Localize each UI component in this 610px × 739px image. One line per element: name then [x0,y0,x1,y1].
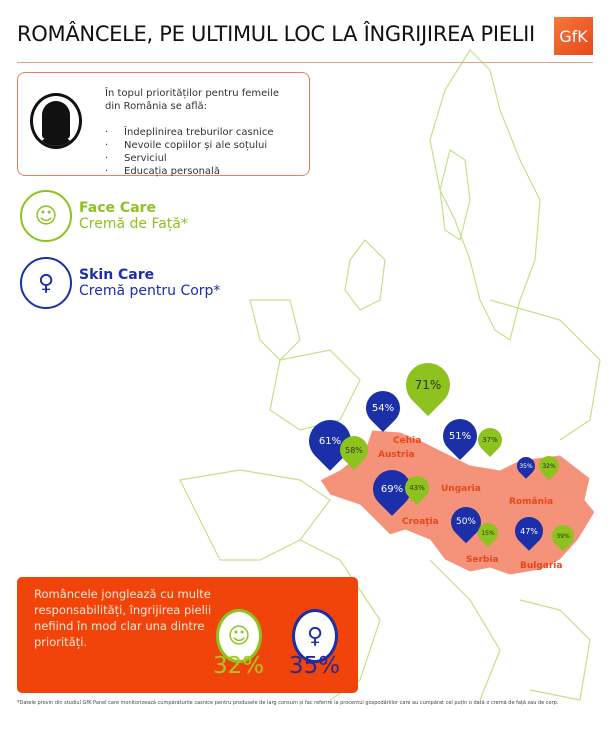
gfk-logo: GfK [554,17,593,55]
legend-face-care [20,190,188,242]
skin-pin-bulgaria: 47% [509,511,549,551]
face-pin-ungaria: 37% [473,423,507,457]
country-label-cehia: Cehia [393,436,422,446]
footnote: *Datele provin din studiul GfK Panel care monitorizează cumpărăturile casnice pentru produsele de larg consum și fac referire la procentul gospodăriilor care au cumpărat cel puțin o dată o cremă de față sau de corp. [17,700,559,706]
legend-title: Skin Care [79,267,155,283]
legend-title: Face Care [79,200,156,216]
skin-care-value: 35% [289,653,341,679]
skin-pin-romania: 35% [513,453,538,478]
body-woman-icon: ♀ [20,257,72,309]
face-pin-cehia: 71% [397,354,459,416]
divider [17,62,593,63]
country-label-croatia: Croația [402,517,439,527]
country-label-bulgaria: Bulgaria [520,561,563,571]
country-label-austria: Austria [378,450,415,460]
skin-pin-austria: 61% [300,411,359,470]
country-label-romania: România [509,497,554,507]
woman-avatar-icon [30,93,82,149]
face-care-value: 32% [213,653,265,679]
list-item: · Nevoile copiilor și ale soțului [105,139,285,152]
face-pin-austria: 58% [334,430,374,470]
page-title: ROMÂNCELE, PE ULTIMUL LOC LA ÎNGRIJIREA PIELII [17,22,535,46]
skin-pin-croatia: 69% [365,462,419,516]
list-item: · Îndeplinirea treburilor casnice [105,126,285,139]
country-label-serbia: Serbia [466,555,499,565]
skin-pin-ungaria: 51% [436,412,484,460]
skin-pin-serbia: 50% [445,501,487,543]
legend-subtitle: Cremă de Față* [79,216,188,232]
legend-subtitle: Cremă pentru Corp* [79,283,221,299]
skin-pin-cehia: 54% [359,384,407,432]
list-item: · Serviciul [105,152,285,165]
summary-panel [17,577,358,693]
face-woman-icon: ☺ [20,190,72,242]
intro-panel [17,72,310,176]
legend-skin-care [20,257,220,309]
summary-text: Româncele jonglează cu multe responsabilități, îngrijirea pielii nefiind în mod clar una dintre priorități. [34,587,212,649]
list-item: · Educația personală [105,165,285,178]
priorities-list [105,126,285,178]
country-label-ungaria: Ungaria [441,484,481,494]
intro-text: În topul priorităților pentru femeile din România se află: [105,88,279,112]
body-woman-icon: ♀ [292,609,338,663]
face-pin-croatia: 43% [400,471,434,505]
face-pin-serbia: 15% [474,519,502,547]
face-pin-bulgaria: 39% [547,520,578,551]
face-woman-icon: ☺ [216,609,262,663]
face-pin-romania: 32% [535,452,563,480]
